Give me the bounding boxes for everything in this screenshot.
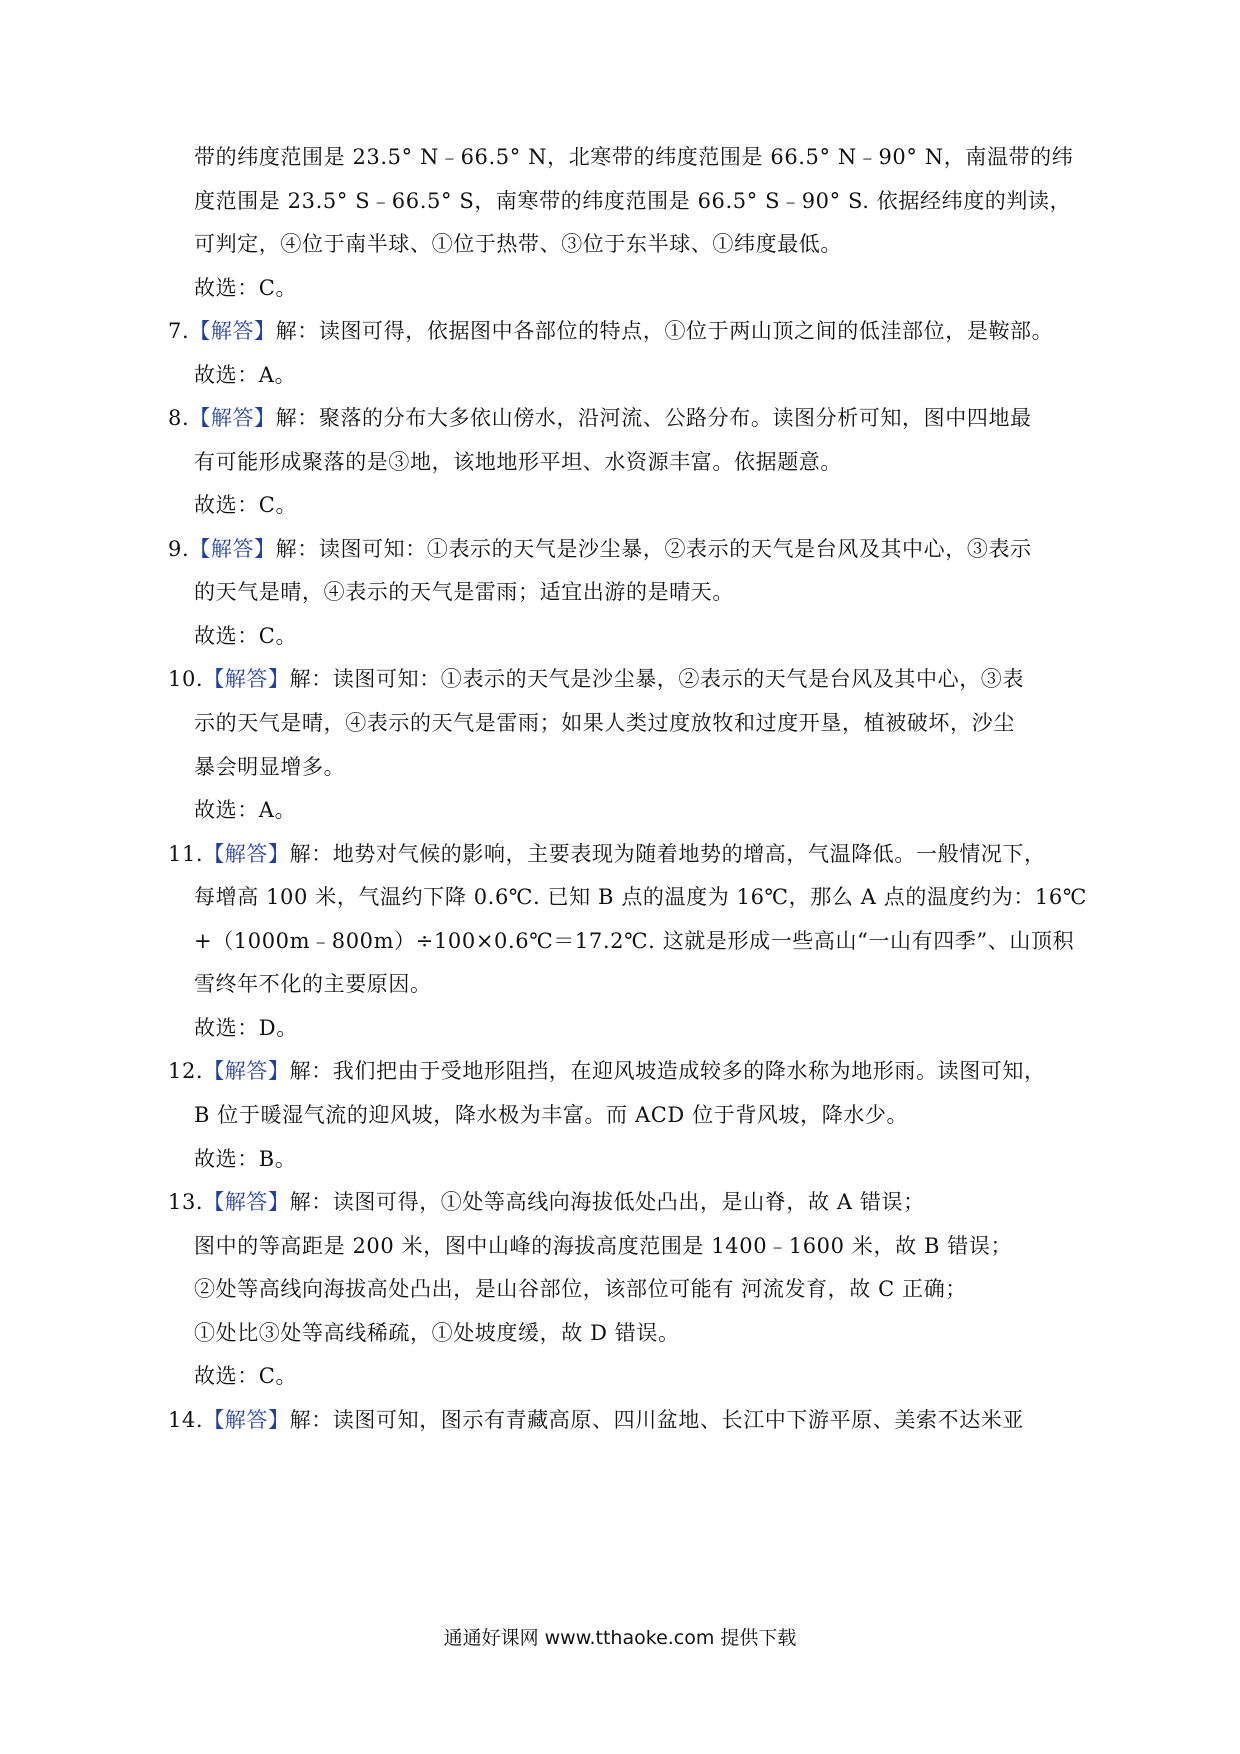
text-line: 解：读图可知：①表示的天气是沙尘暴，②表示的天气是台风及其中心，③表 [289,667,1025,691]
answer-tag: 【解答】 [203,667,290,691]
question-12 [168,1057,1046,1085]
page-footer: 通通好课网 www.tthaoke.com 提供下载 [443,1627,797,1649]
answer-tag: 【解答】 [189,319,276,343]
question-13 [168,1188,925,1216]
answer-line: 故选：A。 [194,363,297,387]
text-line: 解：读图可得，①处等高线向海拔低处凸出，是山脊，故 A 错误； [289,1190,925,1214]
question-9 [168,535,1032,563]
text-line: 解：读图可得，依据图中各部位的特点，①位于两山顶之间的低洼部位，是鞍部。 [275,319,1054,343]
question-number: 10. [168,667,204,691]
text-line: +（1000m﹣800m）÷100×0.6℃＝17.2℃. 这就是形成一些高山“一山有四季”、山顶积 [194,929,1075,953]
answer-line: 故选：A。 [194,798,297,822]
text-line: 暴会明显增多。 [194,755,346,779]
question-7 [168,317,1053,345]
question-number: 8. [168,406,190,430]
text-line: 每增高 100 米，气温约下降 0.6℃. 已知 B 点的温度为 16℃，那么 A 点的温度约为：16℃ [194,885,1087,909]
text-line: 解：聚落的分布大多依山傍水，沿河流、公路分布。读图分析可知，图中四地最 [275,406,1032,430]
question-8 [168,404,1032,432]
question-number: 12. [168,1059,204,1083]
answer-tag: 【解答】 [189,537,276,561]
answer-line: 故选：C。 [194,624,298,648]
question-number: 14. [168,1408,204,1432]
text-line: 解：读图可知，图示有青藏高原、四川盆地、长江中下游平原、美索不达米亚 [289,1408,1025,1432]
question-number: 7. [168,319,190,343]
question-number: 9. [168,537,190,561]
answer-tag: 【解答】 [189,406,276,430]
answer-tag: 【解答】 [203,842,290,866]
text-line: 雪终年不化的主要原因。 [194,972,432,996]
text-line: 可判定，④位于南半球、①位于热带、③位于东半球、①纬度最低。 [194,232,842,256]
text-line: 解：读图可知：①表示的天气是沙尘暴，②表示的天气是台风及其中心，③表示 [275,537,1032,561]
question-number: 11. [168,842,204,866]
question-11 [168,840,1046,868]
text-line: ②处等高线向海拔高处凸出，是山谷部位，该部位可能有 河流发育，故 C 正确； [194,1277,967,1301]
answer-tag: 【解答】 [203,1190,290,1214]
text-line: 的天气是晴，④表示的天气是雷雨；适宜出游的是晴天。 [194,580,734,604]
question-10 [168,665,1024,693]
answer-tag: 【解答】 [203,1408,290,1432]
text-line: B 位于暖湿气流的迎风坡，降水极为丰富。而 ACD 位于背风坡，降水少。 [194,1103,909,1127]
text-line: 度范围是 23.5° S﹣66.5° S，南寒带的纬度范围是 66.5° S﹣90° S. 依据经纬度的判读， [194,189,1072,213]
text-line: 图中的等高距是 200 米，图中山峰的海拔高度范围是 1400﹣1600 米，故 B 错误； [194,1234,1013,1258]
answer-line: 故选：B。 [194,1147,297,1171]
answer-line: 故选：C。 [194,1364,298,1388]
text-line: ①处比③处等高线稀疏，①处坡度缓，故 D 错误。 [194,1321,680,1345]
answer-line: 故选：C。 [194,493,298,517]
text-line: 示的天气是晴，④表示的天气是雷雨；如果人类过度放牧和过度开垦，植被破坏，沙尘 [194,711,1015,735]
question-number: 13. [168,1190,204,1214]
text-line: 解：地势对气候的影响，主要表现为随着地势的增高，气温降低。一般情况下， [289,842,1046,866]
text-line: 解：我们把由于受地形阻挡，在迎风坡造成较多的降水称为地形雨。读图可知， [289,1059,1046,1083]
answer-line: 故选：C。 [194,276,298,300]
text-line: 带的纬度范围是 23.5° N﹣66.5° N，北寒带的纬度范围是 66.5° N﹣90° N，南温带的纬 [194,145,1074,169]
text-line: 有可能形成聚落的是③地，该地地形平坦、水资源丰富。依据题意。 [194,450,842,474]
answer-line: 故选：D。 [194,1016,298,1040]
question-14 [168,1406,1024,1434]
answer-tag: 【解答】 [203,1059,290,1083]
